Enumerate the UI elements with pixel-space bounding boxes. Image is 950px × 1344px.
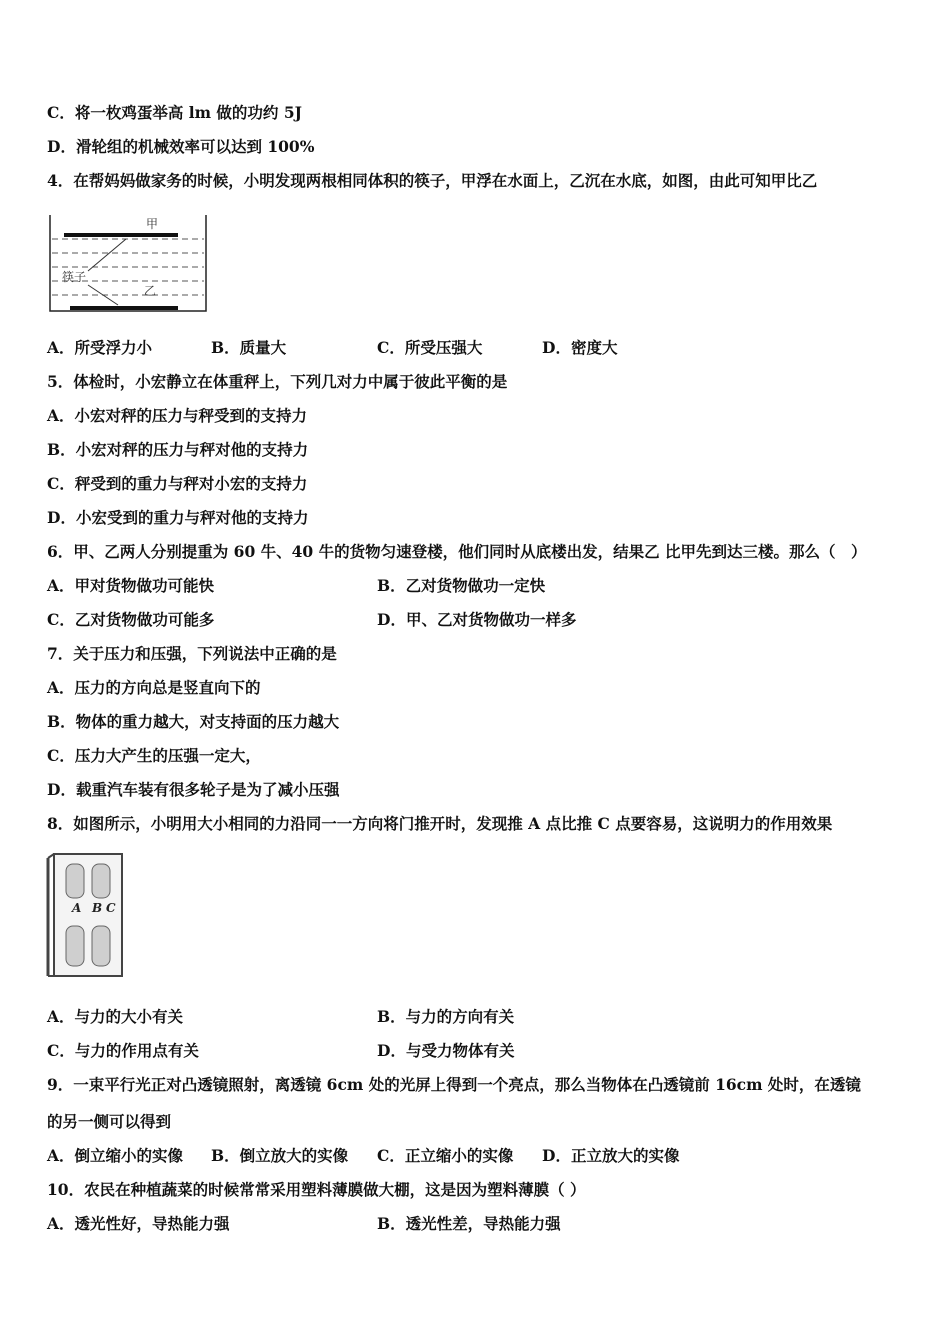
option-d: D．与受力物体有关 [377, 1041, 515, 1060]
option-c: C．压力大产生的压强一定大， [47, 746, 261, 765]
option-b: B．透光性差，导热能力强 [377, 1214, 561, 1233]
option-a: A．倒立缩小的实像 [47, 1146, 184, 1165]
option-d: D．密度大 [542, 338, 618, 357]
option-d: D．小宏受到的重力与秤对他的支持力 [47, 508, 309, 527]
question-4: 4．在帮妈妈做家务的时候，小明发现两根相同体积的筷子，甲浮在水面上，乙沉在水底，如图，由此可知甲比乙 [47, 171, 818, 190]
option-a: A．甲对货物做功可能快 [47, 576, 215, 595]
beaker-figure [48, 213, 210, 313]
option-b: B．倒立放大的实像 [211, 1146, 349, 1165]
option-b: B．与力的方向有关 [377, 1007, 515, 1026]
door-figure [46, 852, 126, 980]
option-b: B．质量大 [211, 338, 287, 357]
option-a: A．所受浮力小 [47, 338, 153, 357]
option-b: B．物体的重力越大，对支持面的压力越大 [47, 712, 340, 731]
option-d: D．甲、乙对货物做功一样多 [377, 610, 577, 629]
point-a-label: A [72, 901, 82, 915]
option-c: C．所受压强大 [377, 338, 483, 357]
question-7: 7．关于压力和压强，下列说法中正确的是 [47, 644, 337, 663]
option-c: C．乙对货物做功可能多 [47, 610, 215, 629]
option-b: B．小宏对秤的压力与秤对他的支持力 [47, 440, 309, 459]
label-kuaizi: 筷子 [62, 270, 87, 284]
option-d: D．载重汽车装有很多轮子是为了减小压强 [47, 780, 340, 799]
option-line: C．将一枚鸡蛋举高 lm 做的功约 5J [47, 103, 302, 122]
option-c: C．正立缩小的实像 [377, 1146, 514, 1165]
label-jia: 甲 [146, 217, 159, 231]
option-a: A．小宏对秤的压力与秤受到的支持力 [47, 406, 308, 425]
option-a: A．透光性好，导热能力强 [47, 1214, 230, 1233]
question-6: 6．甲、乙两人分别提重为 60 牛、40 牛的货物匀速登楼，他们同时从底楼出发，结果乙 比甲先到达三楼。那么（ ） [47, 542, 867, 561]
question-10: 10．农民在种植蔬菜的时候常常采用塑料薄膜做大棚，这是因为塑料薄膜（ ） [47, 1180, 586, 1199]
point-c-label: C [106, 901, 116, 915]
question-8: 8．如图所示，小明用大小相同的力沿同一一方向将门推开时，发现推 A 点比推 C 点要容易，这说明力的作用效果 [47, 814, 833, 833]
option-line: D．滑轮组的机械效率可以达到 100% [47, 137, 315, 156]
option-c: C．秤受到的重力与秤对小宏的支持力 [47, 474, 308, 493]
point-b-label: B [92, 901, 103, 915]
label-yi: 乙 [144, 284, 157, 298]
option-b: B．乙对货物做功一定快 [377, 576, 546, 595]
question-9-cont: 的另一侧可以得到 [47, 1112, 172, 1131]
option-a: A．与力的大小有关 [47, 1007, 184, 1026]
option-d: D．正立放大的实像 [542, 1146, 680, 1165]
option-a: A．压力的方向总是竖直向下的 [47, 678, 261, 697]
option-c: C．与力的作用点有关 [47, 1041, 199, 1060]
question-9: 9．一束平行光正对凸透镜照射，离透镜 6cm 处的光屏上得到一个亮点，那么当物体在凸透镜前 16cm 处时，在透镜 [47, 1075, 861, 1094]
question-5: 5．体检时，小宏静立在体重秤上，下列几对力中属于彼此平衡的是 [47, 372, 508, 391]
